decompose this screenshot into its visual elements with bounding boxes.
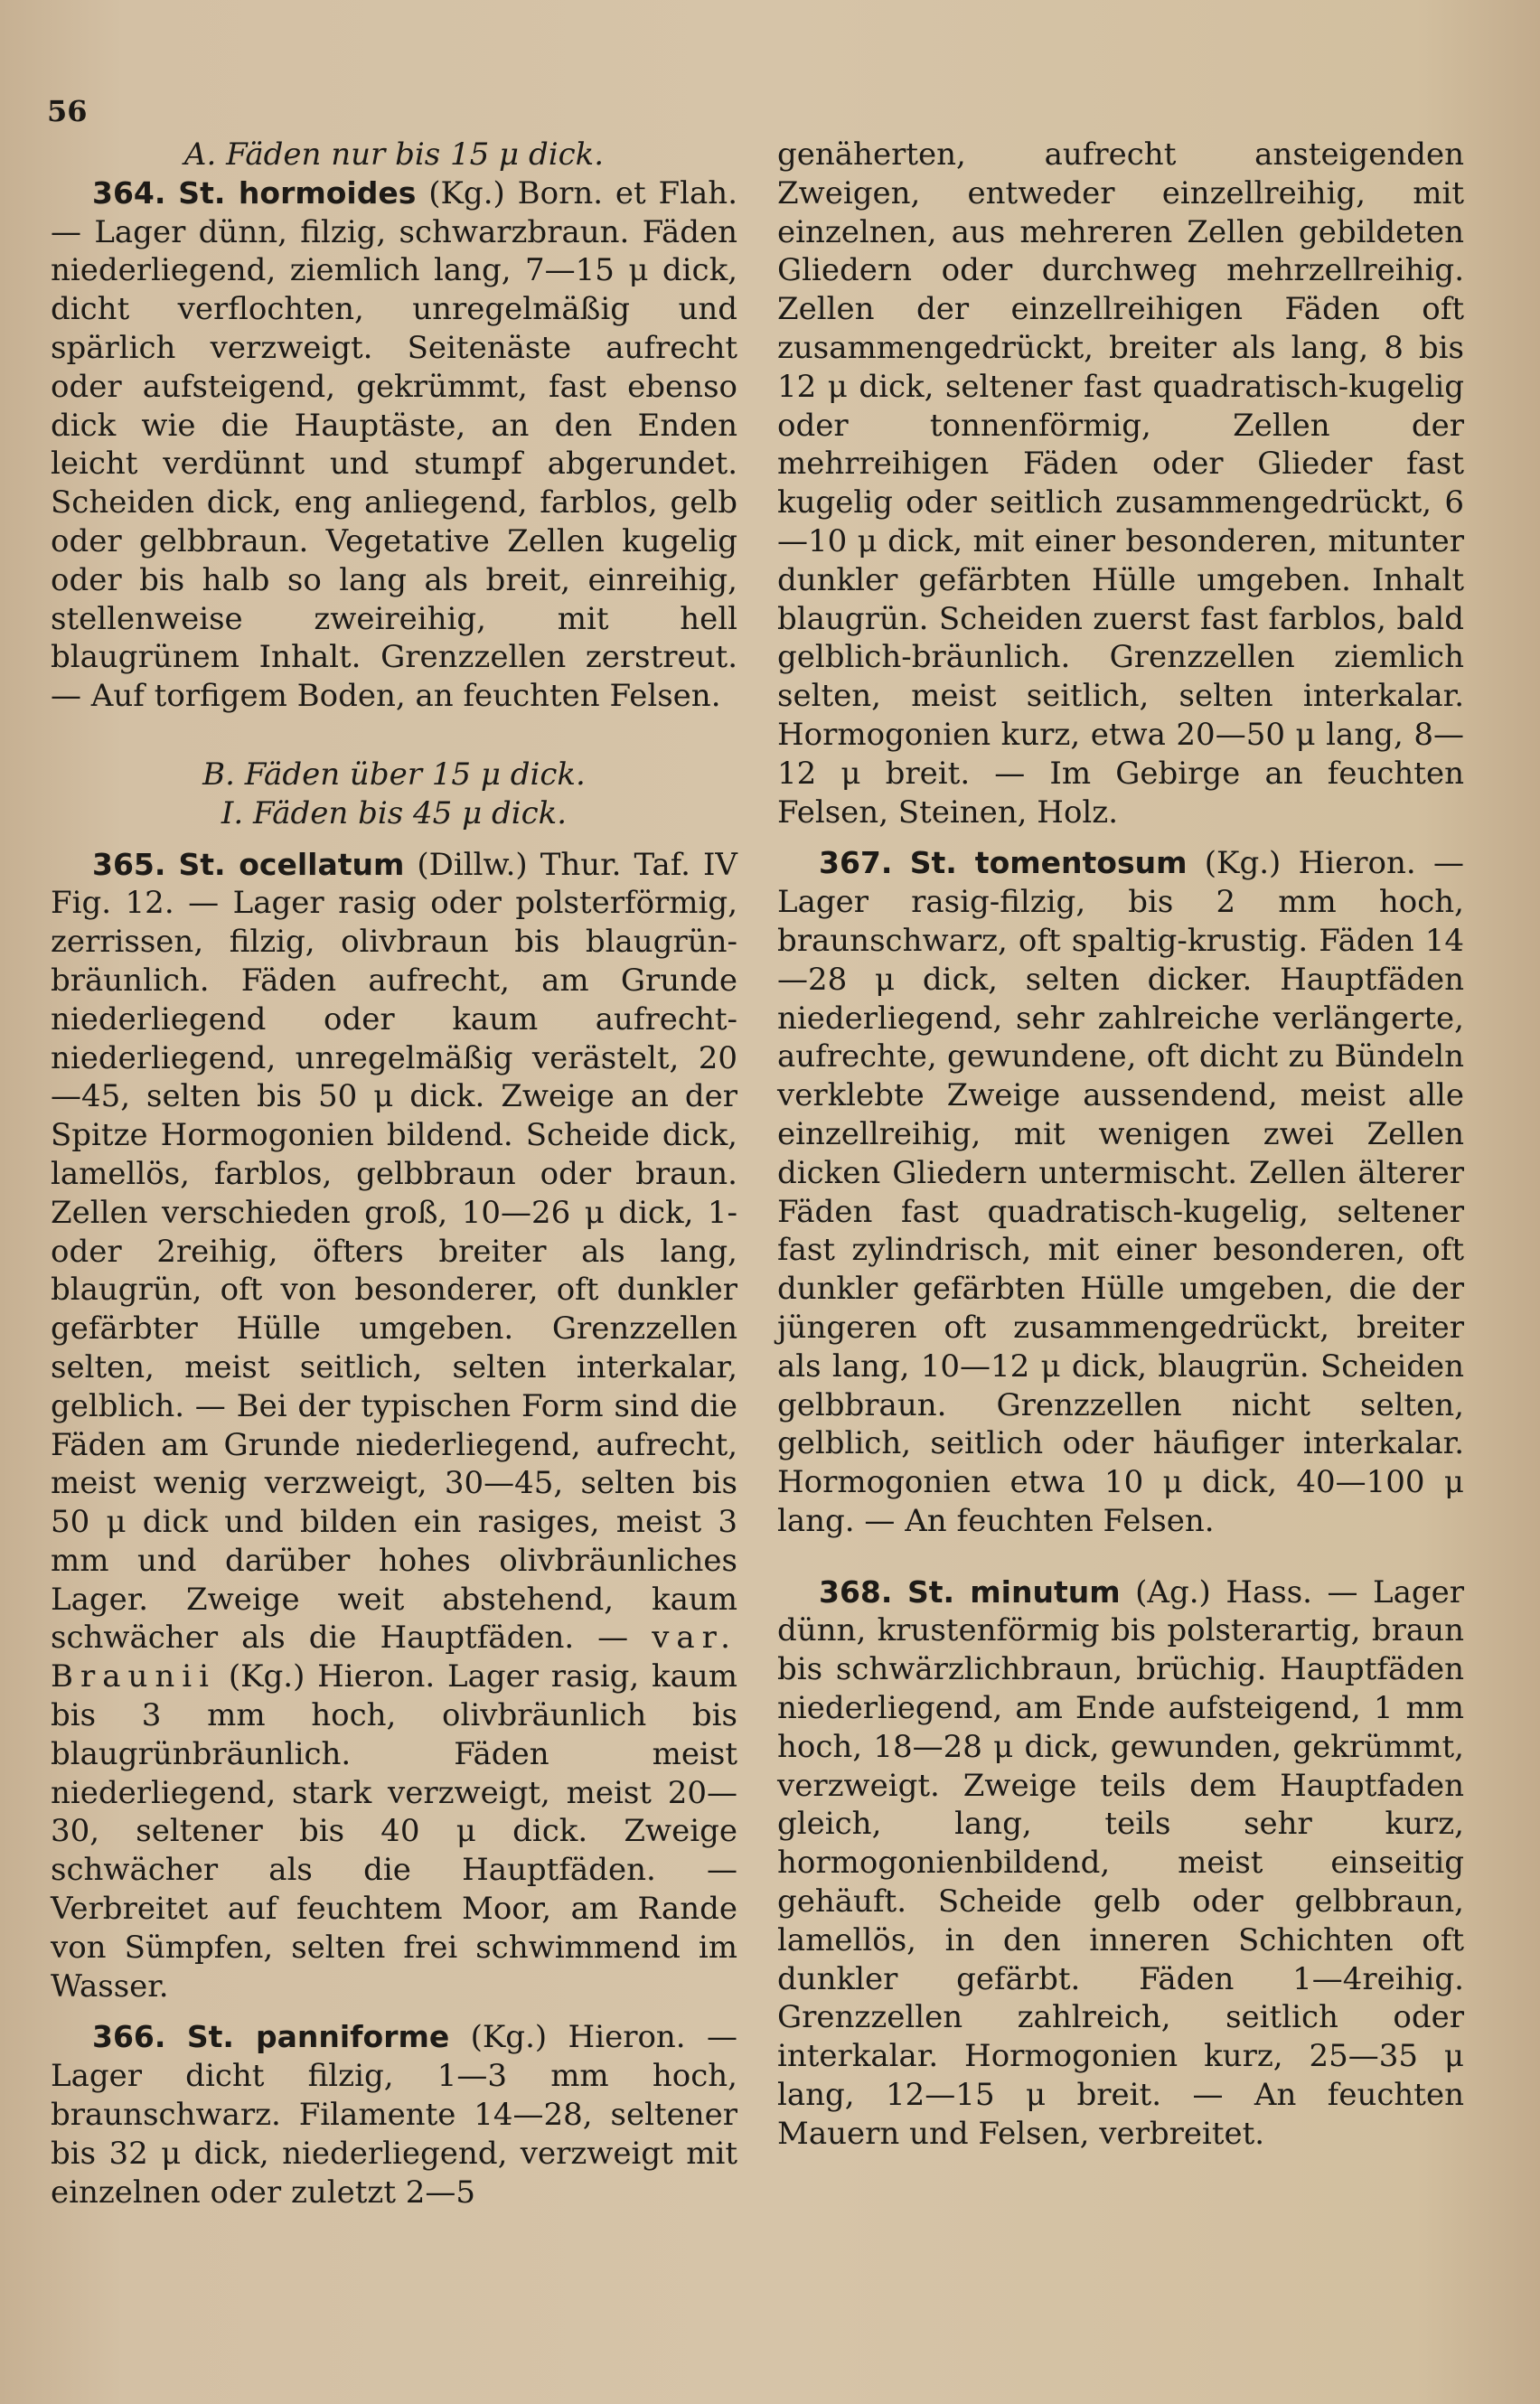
entry-number: 364. [92, 174, 166, 211]
entry-text: (Ag.) Hass. — Lager dünn, krustenförmig bis polsterartig, braun bis schwärzlichbraun, brüchig. Hauptfäden niederliegend, am Ende aufsteigend, 1 mm hoch, 18—28 μ dick, gewunden, gekrümmt, verzweigt. Zweige teils dem Hauptfaden gleich, lang, teils sehr kurz, hormogonienbildend, meist einseitig gehäuft. Scheide gelb oder gelbbraun, lamellös, in den inneren Schichten oft dunkler gefärbt. Fäden 1—4reihig. Grenzzellen zahlreich, seitlich oder interkalar. Hormogonien kurz, 25—35 μ lang, 12—15 μ breit. — An feuchten Mauern und Felsen, verbreitet. [777, 1573, 1465, 2152]
entry-367 [777, 844, 1464, 1540]
entry-365 [51, 846, 737, 2006]
species-name: St. tomentosum [909, 845, 1188, 881]
key-heading-b1: I. Fäden bis 45 μ dick. [221, 794, 568, 831]
entry-366 [51, 2018, 737, 2211]
entry-text: (Dillw.) Thur. Taf. IV Fig. 12. — Lager rasig oder polsterförmig, zerrissen, filzig, olivbraun bis blaugrün-bräunlich. Fäden aufrecht, am Grunde niederliegend oder kaum aufrecht-niederliegend, unregelmäßig verästelt, 20—45, selten bis 50 μ dick. Zweige an der Spitze Hormogonien bildend. Scheide dick, lamellös, farblos, gelbbraun oder braun. Zellen verschieden groß, 10—26 μ dick, 1- oder 2reihig, öfters breiter als lang, blaugrün, oft von besonderer, oft dunkler gefärbter Hülle umgeben. Grenzzellen selten, meist seitlich, selten interkalar, gelblich. — Bei der typischen Form sind die Fäden am Grunde niederliegend, aufrecht, meist wenig verzweigt, 30—45, selten bis 50 μ dick und bilden ein rasiges, meist 3 mm und darüber hohes olivbräunliches Lager. Zweige weit abstehend, kaum schwächer als die Hauptfäden. — [51, 846, 737, 1657]
entry-text: (Kg.) Born. et Flah. — Lager dünn, filzig, schwarzbraun. Fäden niederliegend, ziemlich lang, 7—15 μ dick, dicht verflochten, unregelmäßig und spärlich verzweigt. Seitenäste aufrecht oder aufsteigend, gekrümmt, fast ebenso dick wie die Hauptäste, an den Enden leicht verdünnt und stumpf abgerundet. Scheiden dick, eng anliegend, farblos, gelb oder gelbbraun. Vegetative Zellen kugelig oder bis halb so lang als breit, einreihig, stellenweise zweireihig, mit hell blaugrünem Inhalt. Grenzzellen zerstreut. — Auf torfigem Boden, an feuchten Felsen. [51, 174, 738, 715]
entry-number: 365. [92, 846, 166, 882]
entry-366-continued: genäherten, aufrecht ansteigenden Zweigen, entweder einzellreihig, mit einzelnen, aus mehreren Zellen gebildeten Gliedern oder durchweg mehrzellreihig. Zellen der einzellreihigen Fäden oft zusammengedrückt, breiter als lang, 8 bis 12 μ dick, seltener fast quadratisch-kugelig oder tonnenförmig, Zellen der mehrreihigen Fäden oder Glieder fast kugelig oder seitlich zusammengedrückt, 6—10 μ dick, mit einer besonderen, mitunter dunkler gefärbten Hülle umgeben. Inhalt blaugrün. Scheiden zuerst fast farblos, bald gelblich-bräunlich. Grenzzellen ziemlich selten, meist seitlich, selten interkalar. Hormogonien kurz, etwa 20—50 μ lang, 8—12 μ breit. — Im Gebirge an feuchten Felsen, Steinen, Holz. [777, 136, 1464, 831]
key-heading-b: B. Fäden über 15 μ dick. [202, 756, 586, 793]
species-name: St. panniforme [186, 2019, 450, 2055]
entry-text: (Kg.) Hieron. Lager rasig, kaum bis 3 mm hoch, olivbräunlich bis blaugrünbräunlich. Fäden meist niederliegend, stark verzweigt, meist 20—30, seltener bis 40 μ dick. Zweige schwächer als die Hauptfäden. — Verbreitet auf feuchtem Moor, am Rande von Sümpfen, selten frei schwimmend im Wasser. [51, 1658, 737, 2005]
entry-text: (Kg.) Hieron. — Lager dicht filzig, 1—3 mm hoch, braunschwarz. Filamente 14—28, seltener bis 32 μ dick, niederliegend, verzweigt mit einzelnen oder zuletzt 2—5 [51, 2019, 738, 2211]
entry-368 [777, 1573, 1464, 2154]
entry-364 [51, 174, 737, 716]
page-number: 56 [47, 94, 88, 128]
variety-name: var. Braunii [51, 1620, 737, 1695]
entry-number: 368. [819, 1573, 893, 1610]
left-column [51, 136, 737, 2211]
entry-number: 366. [92, 2019, 166, 2055]
species-name: St. hormoides [178, 174, 417, 211]
species-name: St. ocellatum [178, 846, 405, 882]
right-column [777, 136, 1464, 2154]
species-name: St. minutum [906, 1573, 1121, 1610]
entry-text: (Kg.) Hieron. — Lager rasig-filzig, bis 2 mm hoch, braunschwarz, oft spaltig-krustig. Fäden 14—28 μ dick, selten dicker. Hauptfäden niederliegend, sehr zahlreiche verlängerte, aufrechte, gewundene, oft dicht zu Bündeln verklebte Zweige aussendend, meist alle einzellreihig, mit wenigen zwei Zellen dicken Gliedern untermischt. Zellen älterer Fäden fast quadratisch-kugelig, seltener fast zylindrisch, mit einer besonderen, oft dunkler gefärbten Hülle umgeben, die der jüngeren oft zusammengedrückt, breiter als lang, 10—12 μ dick, blaugrün. Scheiden gelbbraun. Grenzzellen nicht selten, gelblich, seitlich oder häufiger interkalar. Hormogonien etwa 10 μ dick, 40—100 μ lang. — An feuchten Felsen. [777, 845, 1464, 1539]
key-heading-a: A. Fäden nur bis 15 μ dick. [183, 136, 605, 173]
entry-number: 367. [819, 845, 893, 881]
